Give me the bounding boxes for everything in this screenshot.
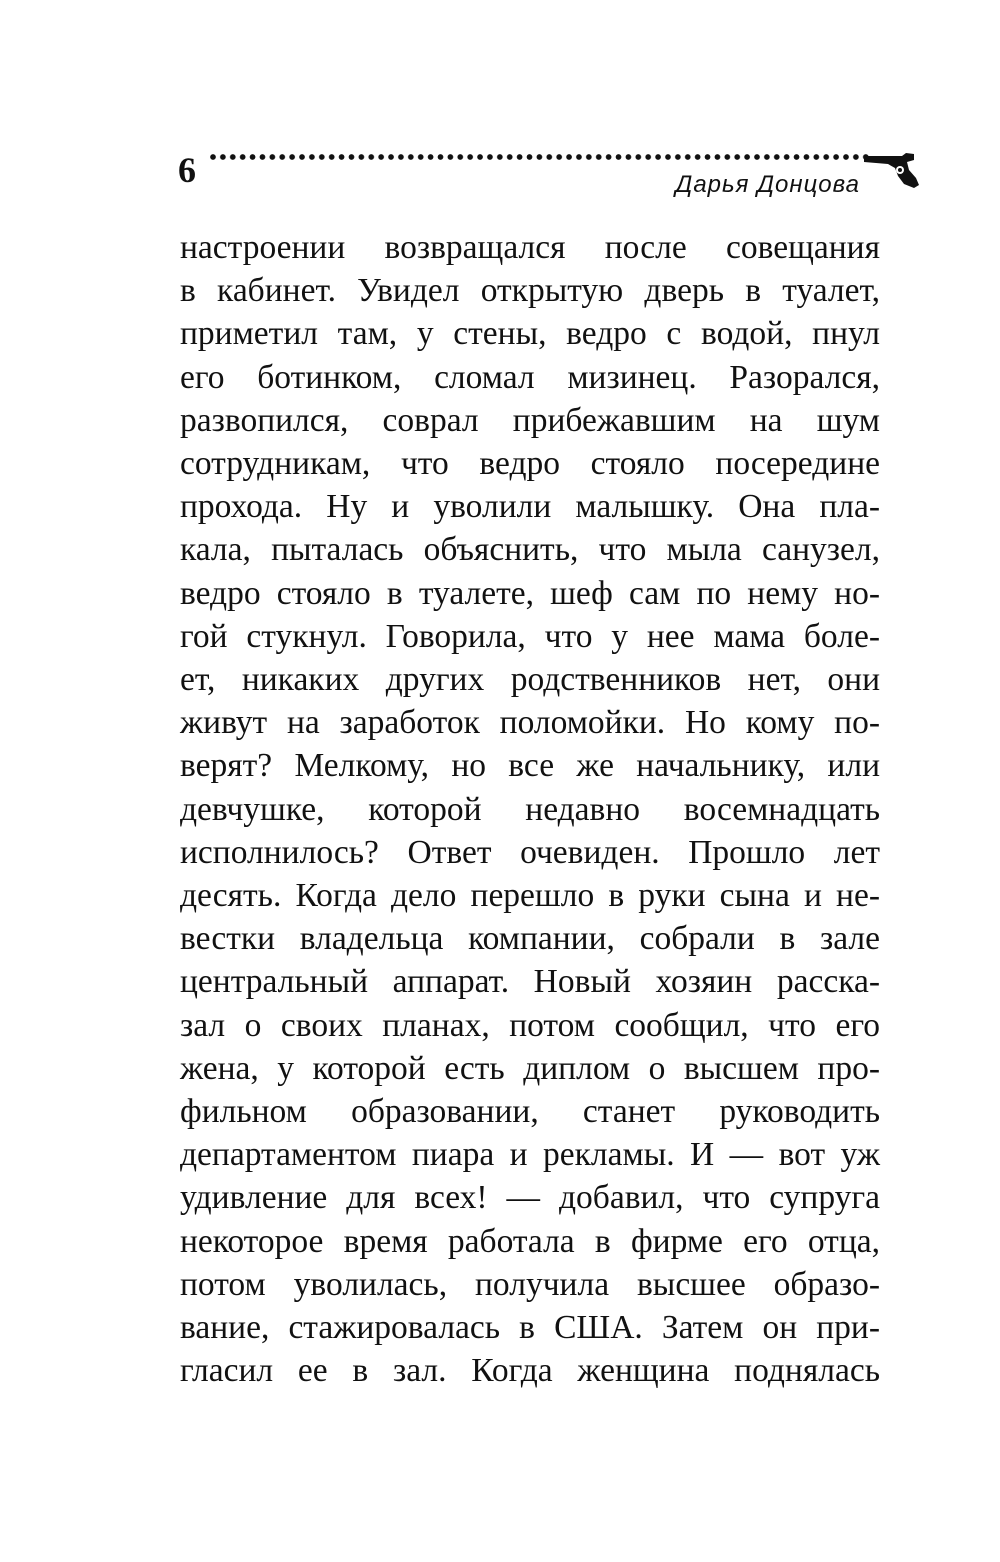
body-text [180, 226, 880, 1392]
text-line: гласил ее в зал. Когда женщина поднялась [180, 1352, 880, 1390]
text-line: десять. Когда дело перешло в руки сына и не- [180, 877, 880, 915]
text-line: центральный аппарат. Новый хозяин расска- [180, 963, 880, 1001]
text-line: вание, стажировалась в США. Затем он при- [180, 1309, 880, 1347]
revolver-icon [862, 150, 922, 190]
text-line: кала, пыталась объяснить, что мыла санузел, [180, 531, 880, 569]
text-line: зал о своих планах, потом сообщил, что его [180, 1006, 880, 1044]
text-line: сотрудникам, что ведро стояло посередине [180, 445, 880, 483]
text-line: его ботинком, сломал мизинец. Разорался, [180, 358, 880, 396]
text-line: развопился, соврал прибежавшим на шум [180, 401, 880, 439]
text-line: департаментом пиара и рекламы. И — вот уж [180, 1136, 880, 1174]
text-line: в кабинет. Увидел открытую дверь в туалет, [180, 272, 880, 310]
text-line: настроении возвращался после совещания [180, 229, 880, 266]
text-line: вестки владельца компании, собрали в зале [180, 920, 880, 958]
author-name: Дарья Донцова [675, 171, 860, 198]
text-line: некоторое время работала в фирме его отца, [180, 1222, 880, 1260]
text-line: удивление для всех! — добавил, что супруга [180, 1179, 880, 1217]
text-line: приметил там, у стены, ведро с водой, пнул [180, 315, 880, 353]
text-line: прохода. Ну и уволили малышку. Она пла- [180, 488, 880, 526]
page-number: 6 [178, 150, 196, 190]
text-line: исполнилось? Ответ очевиден. Прошло лет [180, 833, 880, 871]
text-line: потом уволилась, получила высшее образо- [180, 1265, 880, 1303]
dotted-rule [210, 154, 870, 164]
text-line: фильном образовании, станет руководить [180, 1093, 880, 1131]
text-line: гой стукнул. Говорила, что у нее мама боле- [180, 617, 880, 655]
text-line: ведро стояло в туалете, шеф сам по нему но- [180, 574, 880, 612]
text-line: живут на заработок поломойки. Но кому по- [180, 704, 880, 742]
text-line: верят? Мелкому, но все же начальнику, или [180, 747, 880, 785]
text-line: ет, никаких других родственников нет, они [180, 661, 880, 699]
text-line: жена, у которой есть диплом о высшем про- [180, 1049, 880, 1087]
text-line: девчушке, которой недавно восемнадцать [180, 790, 880, 828]
